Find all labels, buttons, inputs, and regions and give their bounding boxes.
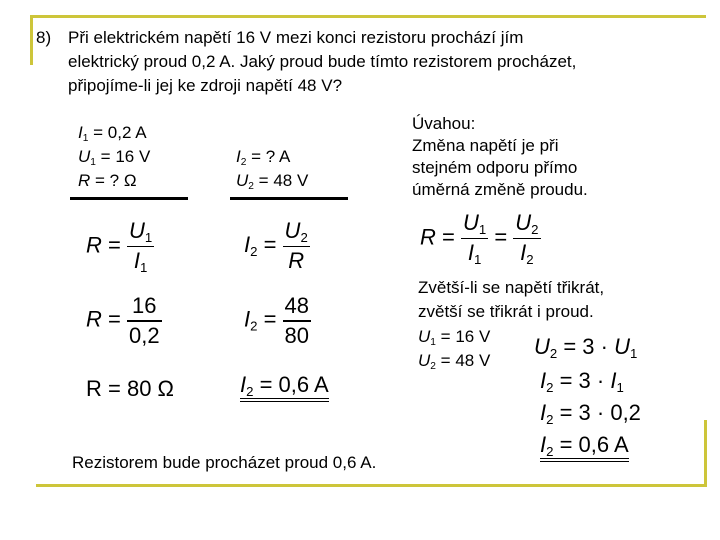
problem-line-1: Při elektrickém napětí 16 V mezi konci rezistoru prochází jím (68, 28, 524, 47)
formula-r-ratio: R = $\frac{U_1}{I_1}$ (86, 218, 153, 276)
conclusion-text: Rezistorem bude procházet proud 0,6 A. (72, 453, 377, 472)
frame-right-border (704, 420, 707, 487)
given-divider-1 (70, 197, 188, 200)
formula-ratio-equality: R = $\frac{U_1}{I_1}$ = $\frac{U_2}{I_2}$ (420, 210, 539, 268)
formula-i2-triple-result: $I_2 = 0,6$ A (540, 432, 629, 459)
problem-line-3: připojíme-li jej ke zdroji napětí 48 V? (68, 76, 343, 95)
reasoning-line-1: Úvahou: (412, 114, 476, 133)
given-divider-2 (230, 197, 348, 200)
formula-i2-values: $I_2$ = $\frac{48}{80}$ (244, 293, 310, 348)
given-i2: $I_2$ = ? A (236, 147, 291, 169)
formula-i2-triple: $I_2 = 3 \cdot I_1$ (540, 368, 624, 395)
given-u1: $U_1 = 16$ V (78, 147, 151, 169)
frame-left-border (30, 15, 33, 65)
formula-u2-triple: $U_2 = 3 \cdot U_1$ (534, 334, 638, 361)
problem-number: 8) (36, 28, 52, 47)
triple-u2: $U_2 = 48$ V (418, 351, 491, 373)
formula-i2-ratio: $I_2$ = $\frac{U_2}{R}$ (244, 218, 308, 274)
reasoning-line-2: Změna napětí je při (412, 136, 559, 155)
formula-r-result: R = 80 Ω (86, 376, 174, 401)
given-i1: $I_1 = 0,2$ A (78, 123, 147, 145)
frame-bottom-border (36, 484, 706, 487)
given-r: R = ? Ω (78, 171, 137, 190)
frame-top-border (30, 15, 706, 18)
reasoning-line-4: úměrná změně proudu. (412, 180, 588, 199)
triple-u1: $U_1 = 16$ V (418, 327, 491, 349)
formula-i2-result: $I_2 = 0,6$ A (240, 372, 329, 399)
formula-i2-triple-values: $I_2 = 3 \cdot 0,2$ (540, 400, 641, 427)
triple-line-1: Zvětší-li se napětí třikrát, (418, 278, 605, 297)
formula-r-values: R = $\frac{16}{0,2}$ (86, 293, 160, 348)
triple-line-2: zvětší se třikrát i proud. (418, 302, 594, 321)
given-u2: $U_2 = 48$ V (236, 171, 309, 193)
reasoning-line-3: stejném odporu přímo (412, 158, 578, 177)
problem-line-2: elektrický proud 0,2 A. Jaký proud bude tímto rezistorem procházet, (68, 52, 577, 71)
